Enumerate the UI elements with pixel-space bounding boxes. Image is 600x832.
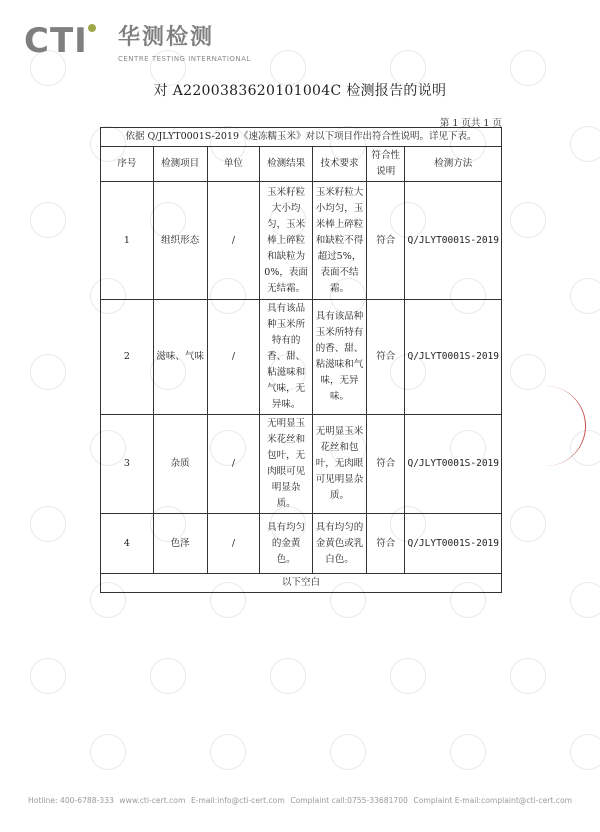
watermark-seal-icon bbox=[30, 658, 66, 694]
logo-cti-text: CTI bbox=[24, 21, 88, 61]
row-method: Q/JLYT0001S-2019 bbox=[405, 514, 502, 574]
logo-cn-text: 华测检测 bbox=[118, 25, 215, 50]
table-row bbox=[101, 514, 502, 574]
footer-email: E-mail:info@cti-cert.com bbox=[190, 796, 285, 805]
page-info: 第 1 页共 1 页 bbox=[439, 118, 502, 129]
row-conformity: 符合 bbox=[367, 182, 405, 300]
table-row bbox=[101, 300, 502, 415]
row-result: 玉米籽粒大小均匀，玉米棒上碎粒和缺粒为0%，表面无结霜。 bbox=[260, 182, 312, 300]
watermark-seal-icon bbox=[510, 658, 546, 694]
row-conformity: 符合 bbox=[367, 415, 405, 514]
footer-complaint-email: Complaint E-mail:complaint@cti-cert.com bbox=[413, 796, 572, 805]
watermark-seal-icon bbox=[30, 202, 66, 238]
row-num: 3 bbox=[101, 415, 154, 514]
row-conformity: 符合 bbox=[367, 300, 405, 415]
watermark-seal-icon bbox=[570, 582, 600, 618]
row-result: 具有该品种玉米所特有的香、甜、粘滋味和气味，无异味。 bbox=[260, 300, 312, 415]
watermark-seal-icon bbox=[570, 126, 600, 162]
row-requirement: 玉米籽粒大小均匀，玉米棒上碎粒和缺粒不得超过5%，表面不结霜。 bbox=[312, 182, 366, 300]
watermark-seal-icon bbox=[450, 734, 486, 770]
header-cell: 检测项目 bbox=[153, 147, 207, 182]
row-result: 具有均匀的金黄色。 bbox=[260, 514, 312, 574]
watermark-seal-icon bbox=[90, 734, 126, 770]
header-cell: 检测方法 bbox=[405, 147, 502, 182]
watermark-seal-icon bbox=[270, 658, 306, 694]
header-cell: 检测结果 bbox=[260, 147, 312, 182]
header-cell: 符合性说明 bbox=[367, 147, 405, 182]
header-cell: 序号 bbox=[101, 147, 154, 182]
document-title: 对 A2200383620101004C 检测报告的说明 bbox=[153, 83, 447, 99]
row-unit: / bbox=[207, 514, 260, 574]
footer-hotline: Hotline: 400-6788-333 bbox=[28, 796, 114, 805]
row-item: 滋味、气味 bbox=[153, 300, 207, 415]
blank-note: 以下空白 bbox=[101, 574, 502, 593]
table-header bbox=[101, 147, 502, 182]
row-requirement: 具有该品种玉米所特有的香、甜、粘滋味和气味，无异味。 bbox=[312, 300, 366, 415]
watermark-seal-icon bbox=[570, 734, 600, 770]
row-item: 色泽 bbox=[153, 514, 207, 574]
company-logo bbox=[24, 22, 254, 68]
row-requirement: 具有均匀的金黄色或乳白色。 bbox=[312, 514, 366, 574]
header-cell: 技术要求 bbox=[312, 147, 366, 182]
logo-en-text: CENTRE TESTING INTERNATIONAL bbox=[118, 55, 251, 63]
watermark-seal-icon bbox=[30, 506, 66, 542]
watermark-seal-icon bbox=[330, 734, 366, 770]
watermark-seal-icon bbox=[510, 202, 546, 238]
watermark-seal-icon bbox=[510, 354, 546, 390]
watermark-seal-icon bbox=[210, 734, 246, 770]
watermark-seal-icon bbox=[570, 278, 600, 314]
footer-complaint-call: Complaint call:0755-33681700 bbox=[290, 796, 408, 805]
watermark-seal-icon bbox=[390, 658, 426, 694]
page-footer bbox=[28, 796, 572, 805]
watermark-seal-icon bbox=[510, 506, 546, 542]
table-row bbox=[101, 182, 502, 300]
row-num: 1 bbox=[101, 182, 154, 300]
logo-dot-icon bbox=[88, 24, 96, 32]
watermark-seal-icon bbox=[30, 354, 66, 390]
basis-note: 依据 Q/JLYT0001S-2019《速冻糯玉米》对以下项目作出符合性说明。详见下表。 bbox=[101, 128, 502, 147]
table-row bbox=[101, 415, 502, 514]
row-unit: / bbox=[207, 300, 260, 415]
row-item: 组织形态 bbox=[153, 182, 207, 300]
row-unit: / bbox=[207, 415, 260, 514]
row-num: 4 bbox=[101, 514, 154, 574]
row-conformity: 符合 bbox=[367, 514, 405, 574]
row-result: 无明显玉米花丝和包叶，无肉眼可见明显杂质。 bbox=[260, 415, 312, 514]
header-cell: 单位 bbox=[207, 147, 260, 182]
conformity-table bbox=[100, 127, 502, 593]
row-method: Q/JLYT0001S-2019 bbox=[405, 182, 502, 300]
row-method: Q/JLYT0001S-2019 bbox=[405, 300, 502, 415]
row-requirement: 无明显玉米花丝和包叶，无肉眼可见明显杂质。 bbox=[312, 415, 366, 514]
footer-web: www.cti-cert.com bbox=[119, 796, 186, 805]
row-num: 2 bbox=[101, 300, 154, 415]
row-method: Q/JLYT0001S-2019 bbox=[405, 415, 502, 514]
row-item: 杂质 bbox=[153, 415, 207, 514]
row-unit: / bbox=[207, 182, 260, 300]
watermark-seal-icon bbox=[150, 658, 186, 694]
